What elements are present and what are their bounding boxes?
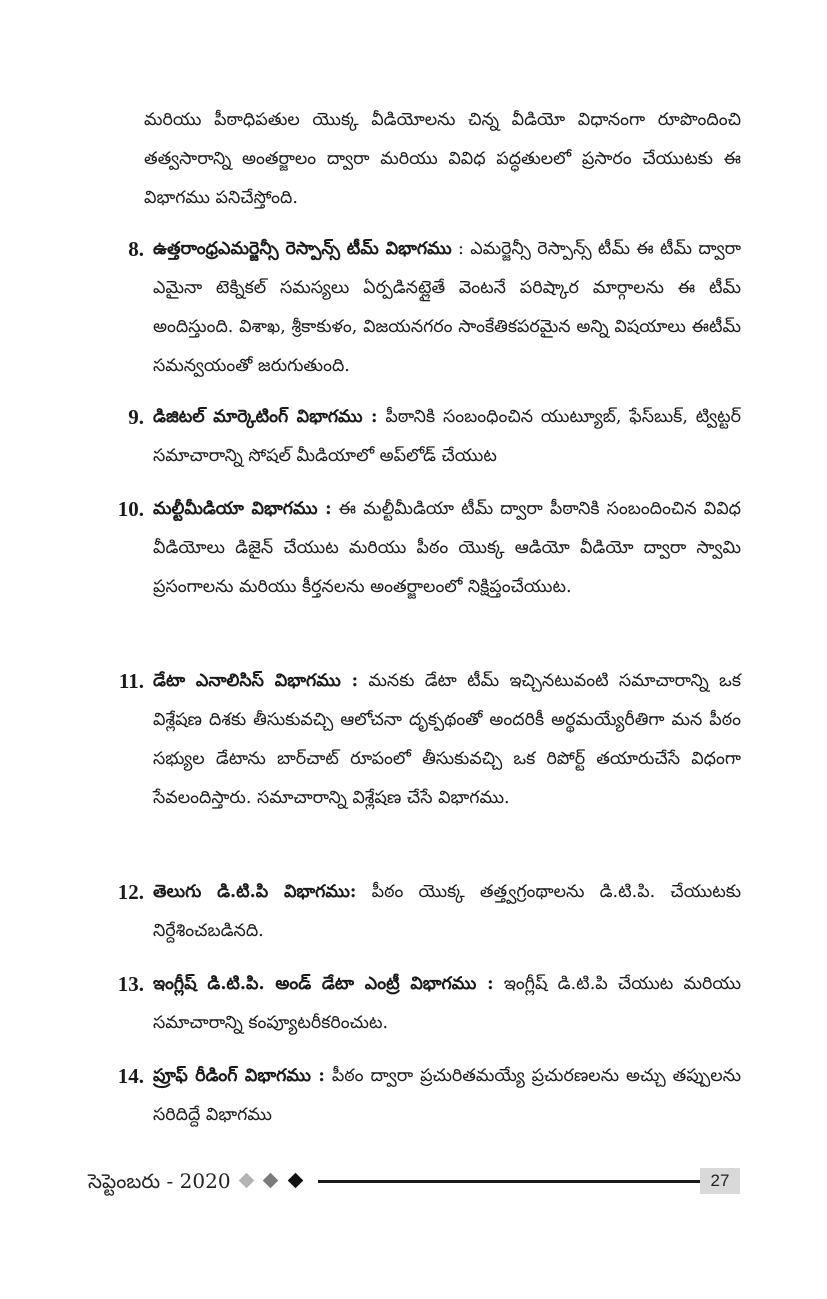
- item-body: : ఎమర్జెన్సీ రెస్పాన్స్ టీమ్ ఈ టీమ్ ద్వారా ఎమైనా టెక్నికల్ సమస్యలు ఏర్పడినట్లైతే వెంటనే పరిష్కార మార్గాలను ఈ టీమ్ అందిస్తుంది. విశాఖ, శ్రీకాకుళం, విజయనగరం సాంకేతికపరమైన అన్ని విషయాలు ఈటీమ్ సమన్వయంతో జరుగుతుంది.: [153, 239, 741, 376]
- item-text: [144, 490, 741, 607]
- item-heading: ఉత్తరాంధ్రఎమర్జెన్సీ రెస్పాన్స్ టీమ్ విభాగము: [153, 239, 452, 259]
- list-item: [97, 873, 741, 951]
- page-number: 27: [700, 1168, 740, 1194]
- item-heading: మల్టీమీడియా విభాగము :: [153, 499, 332, 519]
- item-text: [144, 873, 741, 951]
- item-number: 13.: [117, 972, 144, 996]
- list-item: [97, 398, 741, 476]
- item-number: 9.: [128, 405, 144, 429]
- list-item: [97, 1057, 741, 1135]
- item-heading: ప్రూఫ్ రీడింగ్ విభాగము :: [153, 1066, 325, 1086]
- item-body: ఇంగ్లీష్ డి.టి.పి చేయుట మరియు సమాచారాన్ని కంప్యూటరీకరించుట.: [153, 974, 741, 1033]
- item-body: ఈ మల్టీమీడియా టీమ్ ద్వారా పీఠానికి సంబందించిన వివిధ వీడియోలు డిజైన్ చేయుట మరియు పీఠం యొక్క ఆడియో వీడియో ద్వారా స్వామి ప్రసంగాలను మరియు కీర్తనలను అంతర్జాలంలో నిక్షిప్తంచేయుట.: [153, 499, 741, 597]
- item-body: పీఠానికి సంబంధించిన యుట్యూబ్, ఫేస్‌బుక్, ట్విట్టర్ సమాచారాన్ని సోషల్ మీడియాలో అప్‌లోడ్ చేయుట: [153, 407, 741, 466]
- item-number: 14.: [117, 1064, 144, 1088]
- list-item: [97, 965, 741, 1043]
- item-text: [144, 1057, 741, 1135]
- item-body: పీఠం ద్వారా ప్రచురితమయ్యే ప్రచురణలను అచ్చు తప్పులను సరిదిద్దే విభాగము: [153, 1066, 741, 1125]
- diamond-dark-icon: [288, 1173, 304, 1189]
- list-item: [97, 490, 741, 607]
- list-item: [97, 230, 741, 386]
- item-number: 12.: [117, 880, 144, 904]
- footer-rule: [318, 1180, 700, 1183]
- item-text: [144, 230, 741, 386]
- item-body: మనకు డేటా టీమ్ ఇచ్చినటువంటి సమాచారాన్ని ఒక విశ్లేషణ దిశకు తీసుకువచ్చి ఆలోచనా దృక్పథంతో అందరికీ అర్థమయ్యేరీతిగా మన పీఠం సభ్యుల డేటాను బార్‌చాట్ రూపంలో తీసుకువచ్చి ఒక రిపోర్ట్ తయారుచేసే విధంగా సేవలందిస్తారు. సమాచారాన్ని విశ్లేషణ చేసే విభాగము.: [153, 671, 741, 808]
- diamond-light-icon: [239, 1173, 255, 1189]
- item-text: [144, 398, 741, 476]
- item-number: 8.: [128, 237, 144, 261]
- item-heading: తెలుగు డి.టి.పి విభాగము:: [153, 882, 357, 902]
- list-item: [97, 662, 741, 818]
- item-number: 11.: [118, 669, 144, 693]
- issue-date-label: సెప్టెంబరు - 2020: [88, 1169, 231, 1193]
- page-footer: [88, 1166, 740, 1196]
- continuation-paragraph: మరియు పీఠాధిపతుల యొక్క వీడియోలను చిన్న వీడియో విధానంగా రూపొందించి తత్వసారాన్ని అంతర్జాలం ద్వారా మరియు వివిధ పద్ధతులలో ప్రసారం చేయుటకు ఈ విభాగము పనిచేస్తోంది.: [144, 110, 741, 208]
- item-text: [144, 662, 741, 818]
- diamond-medium-icon: [263, 1173, 279, 1189]
- item-number: 10.: [117, 497, 144, 521]
- item-heading: డేటా ఎనాలిసిస్ విభాగము :: [153, 671, 359, 691]
- item-heading: ఇంగ్లీష్ డి.టి.పి. అండ్ డేటా ఎంట్రీ విభాగము :: [153, 974, 494, 994]
- item-text: [144, 965, 741, 1043]
- item-body: పీఠం యొక్క తత్త్వగ్రంథాలను డి.టి.పి. చేయుటకు నిర్దేశించబడినది.: [153, 882, 741, 941]
- item-heading: డిజిటల్ మార్కెటింగ్ విభాగము :: [153, 407, 378, 427]
